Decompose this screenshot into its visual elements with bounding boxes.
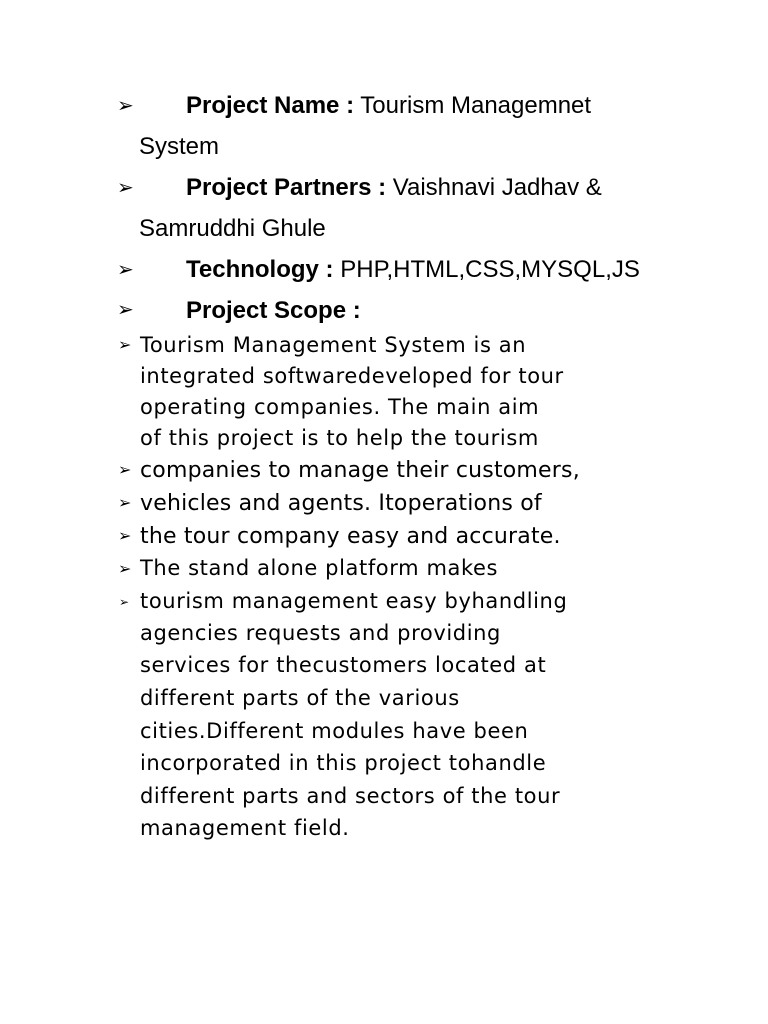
bullet-arrow-icon: ➢ <box>118 559 132 578</box>
bullet-arrow-icon: ➢ <box>118 493 132 512</box>
technology-item <box>139 249 739 290</box>
project-partners-value-cont: Samruddhi Ghule <box>139 215 326 242</box>
scope-line: vehicles and agents. Itoperations of <box>140 491 542 516</box>
scope-line: integrated softwaredeveloped for tour <box>140 364 564 388</box>
scope-line: tourism management easy byhandling <box>140 589 568 613</box>
scope-line: cities.Different modules have been <box>140 719 529 743</box>
scope-line: Tourism Management System is an <box>140 333 527 357</box>
project-name-value-cont: System <box>139 133 220 160</box>
scope-line: the tour company easy and accurate. <box>140 524 561 549</box>
bullet-arrow-icon: ➢ <box>118 335 132 354</box>
scope-line: incorporated in this project tohandle <box>140 751 547 775</box>
project-name-item <box>139 85 739 167</box>
project-partners-value: Vaishnavi Jadhav & <box>386 174 602 201</box>
bullet-arrow-icon: ➢ <box>118 526 132 545</box>
bullet-arrow-icon: ➢ <box>117 93 134 117</box>
scope-line: companies to manage their customers, <box>140 458 580 483</box>
scope-line: different parts of the various <box>140 686 460 710</box>
bullet-arrow-icon: ➢ <box>117 257 134 281</box>
bullet-arrow-icon: ➢ <box>117 175 134 199</box>
project-scope-label: Project Scope : <box>186 297 361 324</box>
scope-line: agencies requests and providing <box>140 621 501 645</box>
scope-line: services for thecustomers located at <box>140 653 547 677</box>
bullet-arrow-icon: ➢ <box>119 595 130 609</box>
project-name-label: Project Name : <box>186 92 355 119</box>
project-name-value: Tourism Managemnet <box>354 92 592 119</box>
scope-line: The stand alone platform makes <box>140 556 499 580</box>
project-scope-item <box>139 290 739 331</box>
scope-line: different parts and sectors of the tour <box>140 784 561 808</box>
scope-line: of this project is to help the tourism <box>140 426 539 450</box>
technology-label: Technology : <box>186 256 334 283</box>
project-partners-item <box>139 167 739 249</box>
scope-line: operating companies. The main aim <box>140 395 540 419</box>
project-partners-label: Project Partners : <box>186 174 387 201</box>
bullet-arrow-icon: ➢ <box>117 297 134 321</box>
bullet-arrow-icon: ➢ <box>118 460 132 479</box>
technology-value: PHP,HTML,CSS,MYSQL,JS <box>333 256 640 283</box>
scope-line: management field. <box>140 816 350 840</box>
